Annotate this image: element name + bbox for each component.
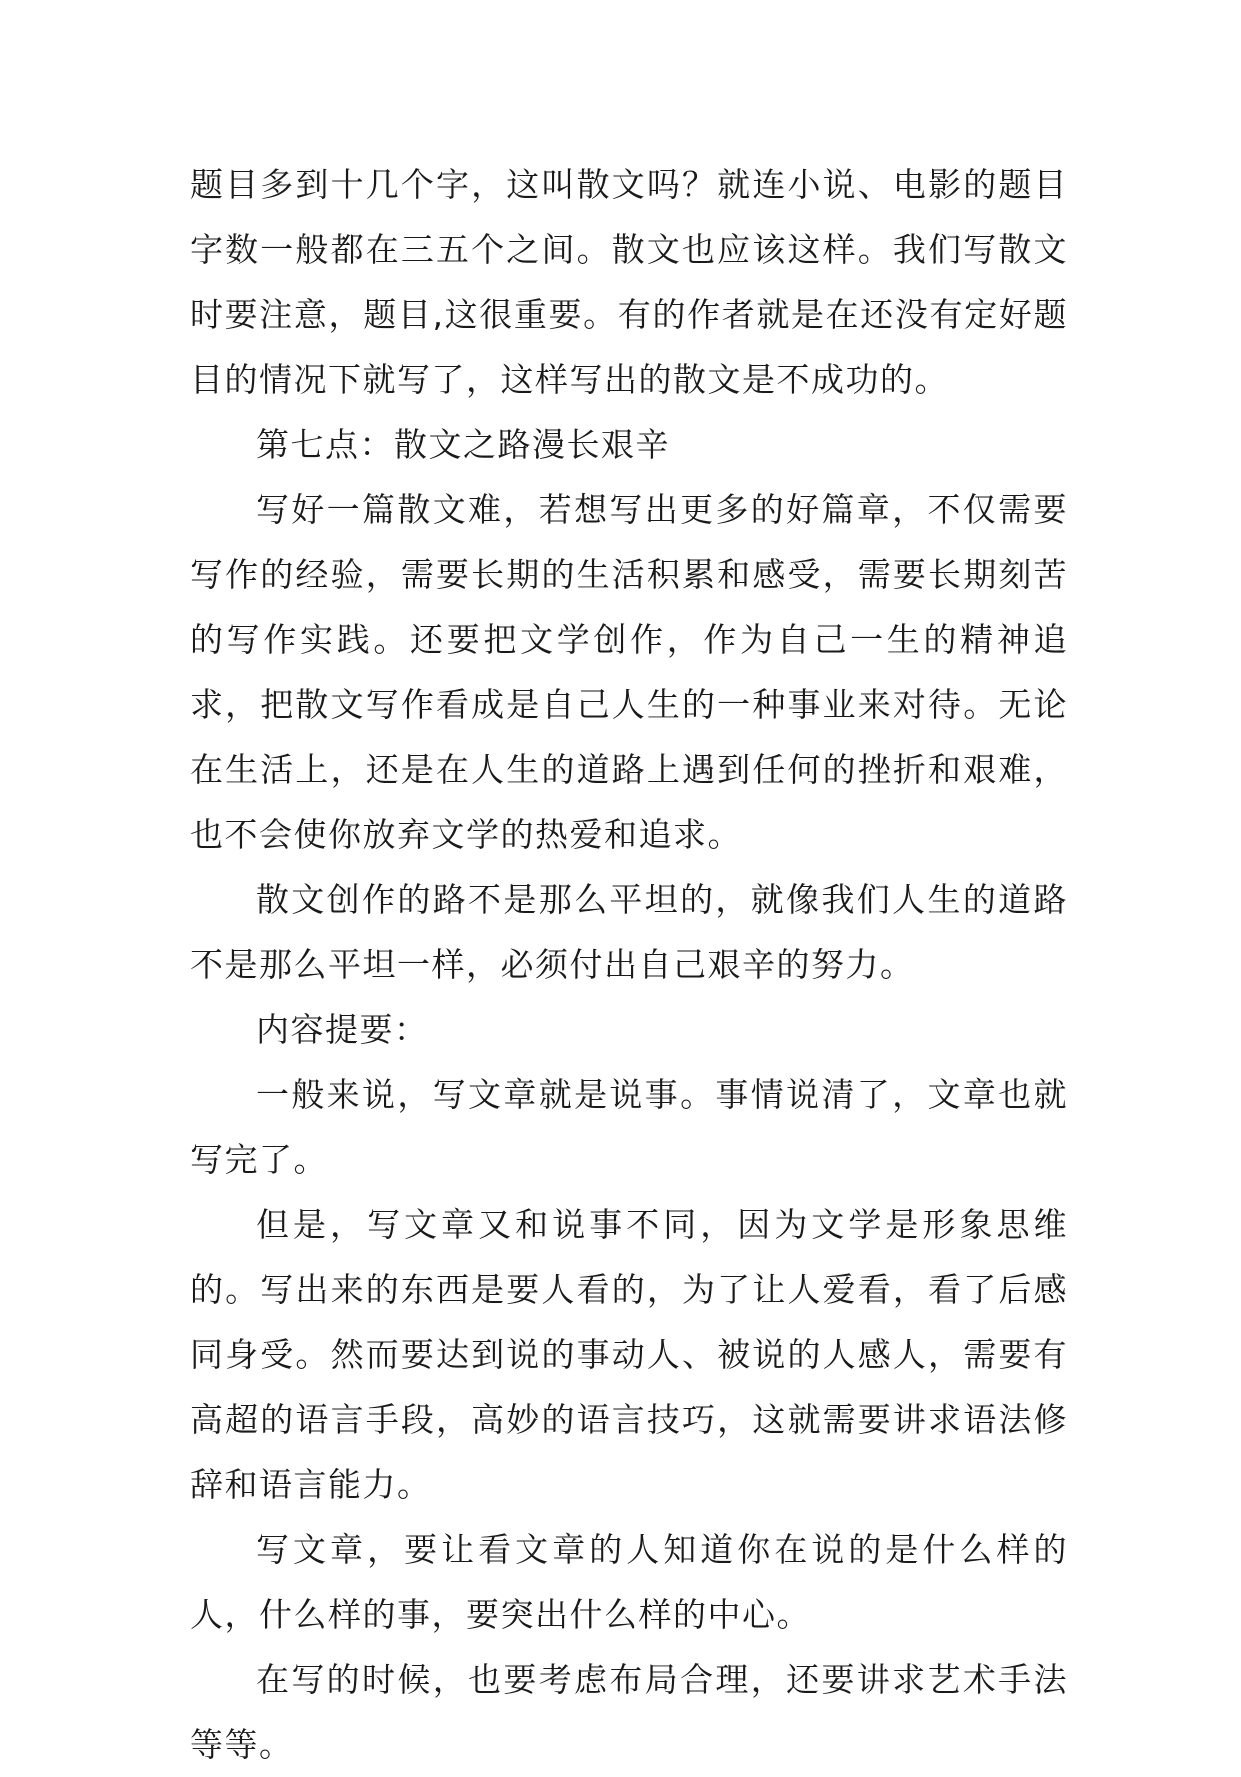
paragraph-3: 写好一篇散文难，若想写出更多的好篇章，不仅需要写作的经验，需要长期的生活积累和感受，需要长期刻苦的写作实践。还要把文学创作，作为自己一生的精神追求，把散文写作看成是自己人生的一种事业来对待。无论在生活上，还是在人生的道路上遇到任何的挫折和艰难，也不会使你放弃文学的热爱和追求。 [190, 490, 1068, 854]
paragraph-8: 写文章，要让看文章的人知道你在说的是什么样的人，什么样的事，要突出什么样的中心。 [190, 1530, 1068, 1634]
section-heading-point-seven: 第七点：散文之路漫长艰辛 [256, 425, 670, 464]
body-text [190, 152, 1068, 1777]
paragraph-9: 在写的时候，也要考虑布局合理，还要讲求艺术手法等等。 [190, 1660, 1068, 1764]
summary-heading: 内容提要： [256, 1010, 429, 1049]
paragraph-6: 一般来说，写文章就是说事。事情说清了，文章也就写完了。 [190, 1075, 1068, 1179]
paragraph-7: 但是，写文章又和说事不同，因为文学是形象思维的。写出来的东西是要人看的，为了让人爱看，看了后感同身受。然而要达到说的事动人、被说的人感人，需要有高超的语言手段，高妙的语言技巧，这就需要讲求语法修辞和语言能力。 [190, 1205, 1068, 1504]
paragraph-4: 散文创作的路不是那么平坦的，就像我们人生的道路不是那么平坦一样，必须付出自己艰辛的努力。 [190, 880, 1068, 984]
paragraph-1: 题目多到十几个字，这叫散文吗？就连小说、电影的题目字数一般都在三五个之间。散文也应该这样。我们写散文时要注意，题目,这很重要。有的作者就是在还没有定好题目的情况下就写了，这样写出的散文是不成功的。 [190, 165, 1068, 399]
